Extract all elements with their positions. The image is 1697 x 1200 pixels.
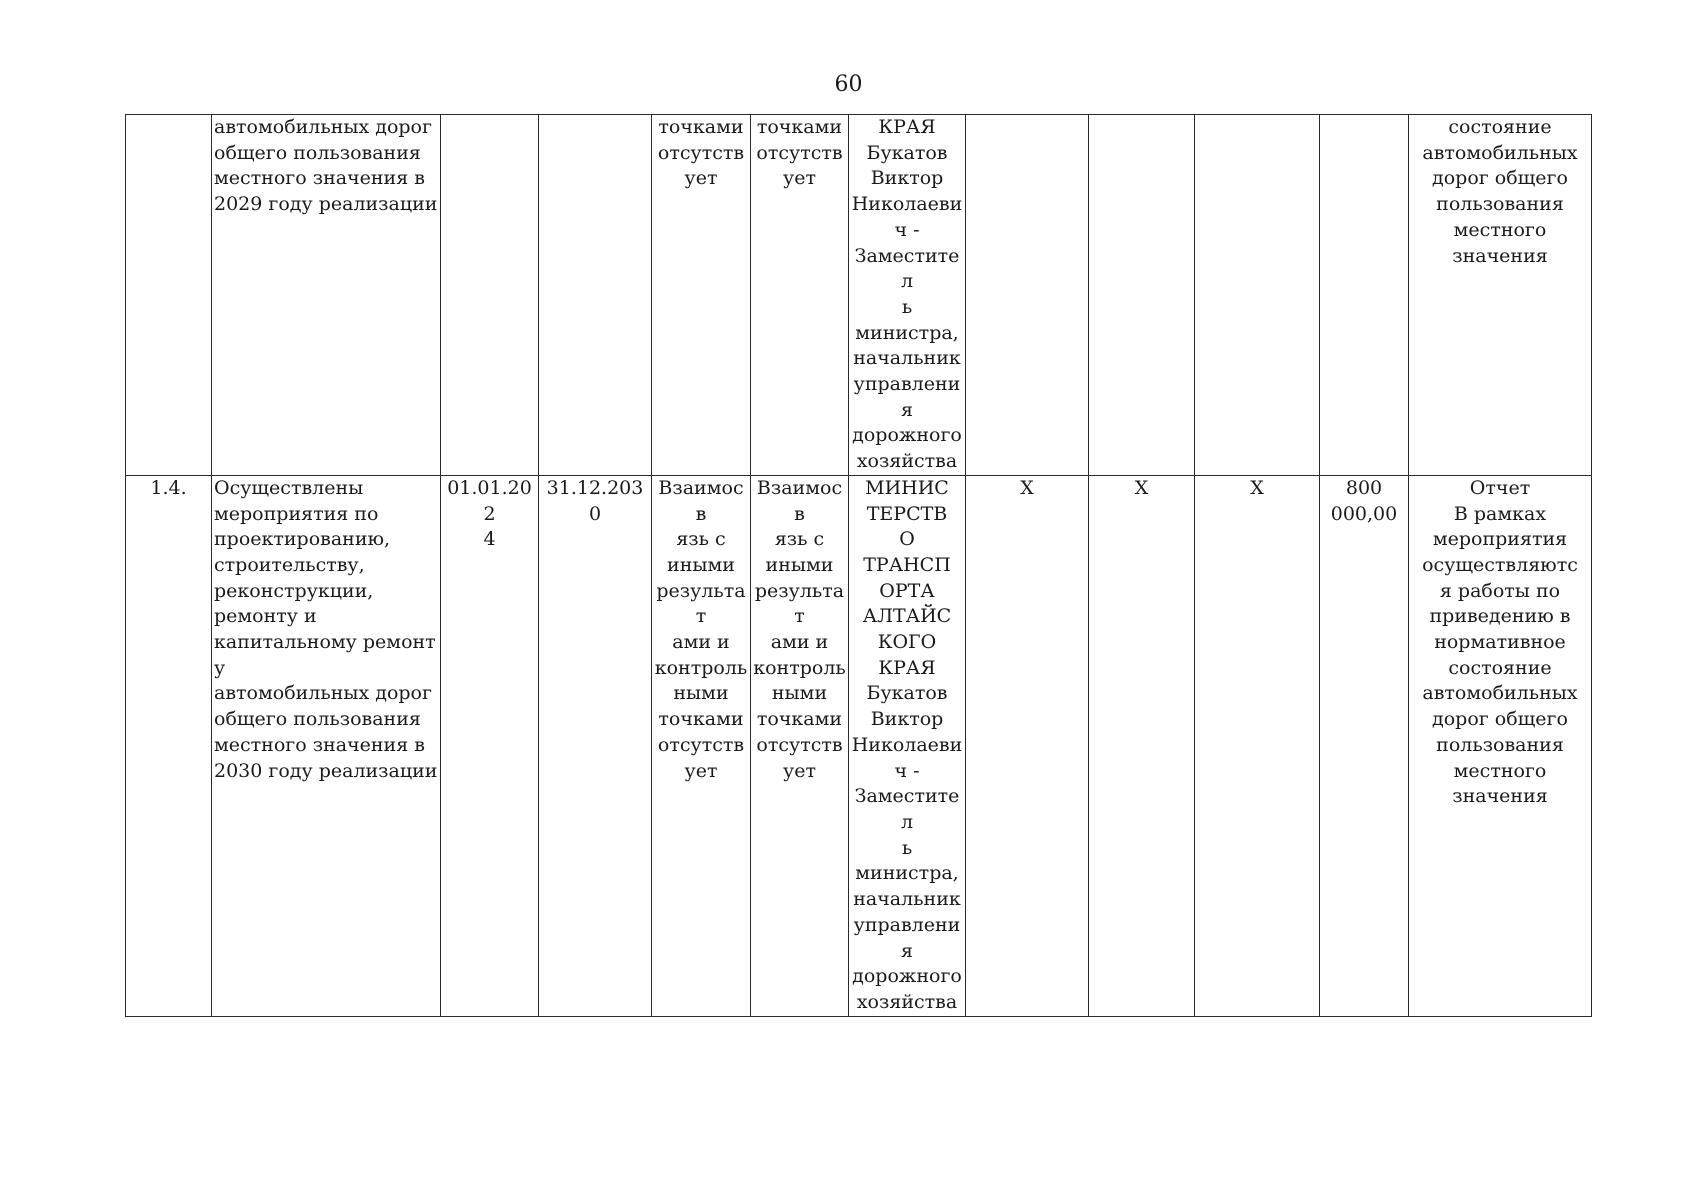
mark-cell	[966, 115, 1089, 476]
end-date-cell: 31.12.2030	[539, 475, 652, 1016]
start-date-cell: 01.01.202 4	[441, 475, 539, 1016]
description-cell: Осуществлены мероприятия по проектированию, строительству, реконструкции, ремонту и капитальному ремонту автомобильных дорог общего пользования местного значения в 2030 году реализации	[212, 475, 441, 1016]
row-number-cell: 1.4.	[126, 475, 212, 1016]
table-row	[126, 115, 1592, 476]
amount-cell: 800 000,00	[1320, 475, 1409, 1016]
page-number: 60	[834, 72, 863, 97]
amount-cell	[1320, 115, 1409, 476]
relation-cell: Взаимосв язь с иными результат ами и контроль ными точками отсутств ует	[652, 475, 751, 1016]
mark-cell	[1195, 115, 1320, 476]
start-date-cell	[441, 115, 539, 476]
mark-cell: X	[966, 475, 1089, 1016]
relation-cell: точками отсутств ует	[751, 115, 849, 476]
relation-cell: Взаимосв язь с иными результат ами и контроль ными точками отсутств ует	[751, 475, 849, 1016]
responsible-cell: МИНИС ТЕРСТВ О ТРАНСП ОРТА АЛТАЙС КОГО КРАЯ Букатов Виктор Николаеви ч - Заместител ь министра, начальник управлени я дорожного хозяйства	[849, 475, 966, 1016]
result-cell: Отчет В рамках мероприятия осуществляютс я работы по приведению в нормативное состояние автомобильных дорог общего пользования местного значения	[1409, 475, 1592, 1016]
relation-cell: точками отсутств ует	[652, 115, 751, 476]
mark-cell: X	[1195, 475, 1320, 1016]
row-number-cell	[126, 115, 212, 476]
result-cell: состояние автомобильных дорог общего пользования местного значения	[1409, 115, 1592, 476]
table-row	[126, 475, 1592, 1016]
description-cell: автомобильных дорог общего пользования местного значения в 2029 году реализации	[212, 115, 441, 476]
mark-cell	[1089, 115, 1195, 476]
activities-table	[125, 114, 1592, 1017]
end-date-cell	[539, 115, 652, 476]
mark-cell: X	[1089, 475, 1195, 1016]
responsible-cell: КРАЯ Букатов Виктор Николаеви ч - Заместител ь министра, начальник управлени я дорожного хозяйства	[849, 115, 966, 476]
